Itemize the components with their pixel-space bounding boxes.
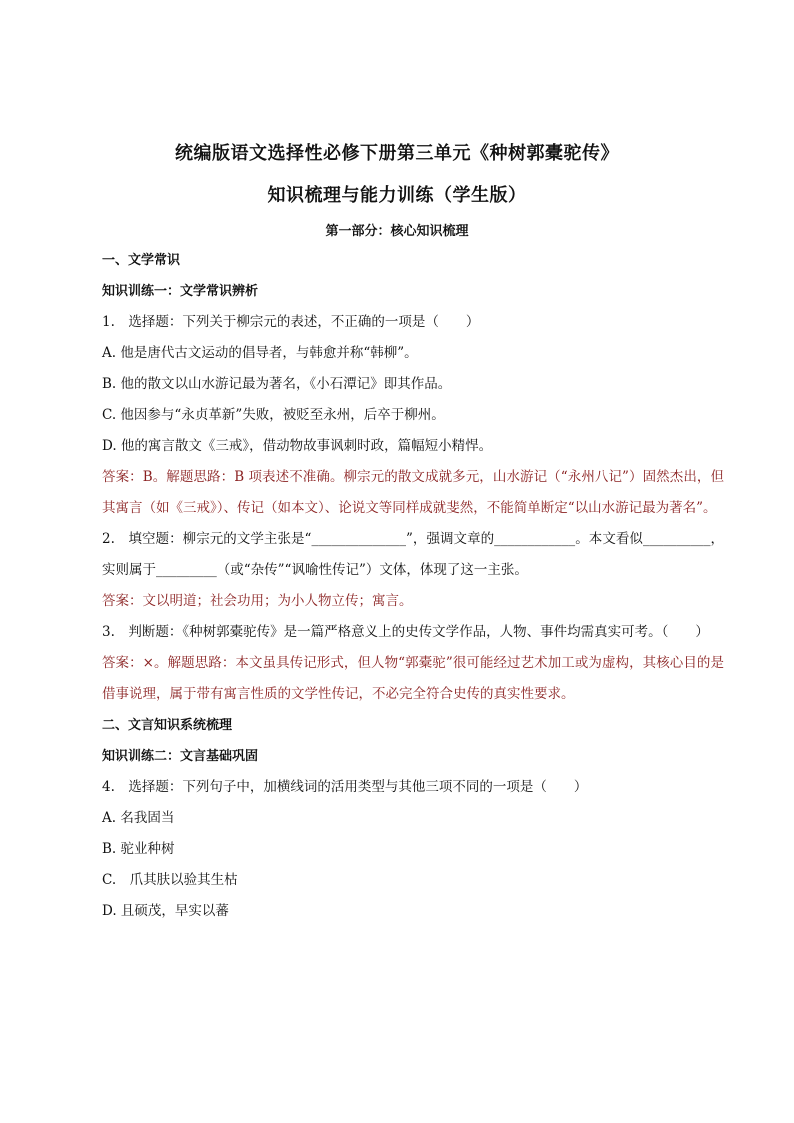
document-body xyxy=(102,245,724,927)
document-title: 统编版语文选择性必修下册第三单元《种树郭橐驼传》 xyxy=(175,143,619,164)
document-subtitle: 知识梳理与能力训练（学生版） xyxy=(267,185,527,206)
question-3-stem: 3. 判断题：《种树郭橐驼传》是一篇严格意义上的史传文学作品，人物、事件均需真实可考。（ ） xyxy=(102,624,709,640)
section-heading: 二、文言知识系统梳理 xyxy=(102,718,233,733)
training-heading: 知识训练二：文言基础巩固 xyxy=(102,749,259,764)
question-1-option-d: D. 他的寓言散文《三戒》，借动物故事讽刺时政，篇幅短小精悍。 xyxy=(102,438,493,454)
section-heading: 一、文学常识 xyxy=(102,253,181,268)
question-1-option-a: A. 他是唐代古文运动的倡导者，与韩愈并称“韩柳”。 xyxy=(102,345,418,361)
training-heading: 知识训练一：文学常识辨析 xyxy=(102,284,259,299)
question-2-answer: 答案：文以明道；社会功用；为小人物立传；寓言。 xyxy=(102,593,413,609)
question-4-option-b: B. 驼业种树 xyxy=(102,841,175,857)
question-1-stem: 1. 选择题：下列关于柳宗元的表述，不正确的一项是（ ） xyxy=(102,314,480,330)
question-2-stem: 2. 填空题：柳宗元的文学主张是“______________”，强调文章的____________。本文看似__________，实则属于_________（或“杂传”“讽喻性传记”）文体，体现了这一主张。 xyxy=(102,531,724,578)
question-1-option-b: B. 他的散文以山水游记最为著名，《小石潭记》即其作品。 xyxy=(102,376,452,392)
question-4-option-d: D. 且硕茂，早实以蕃 xyxy=(102,903,229,919)
question-1-answer: 答案：B。解题思路：B 项表述不准确。柳宗元的散文成就多元，山水游记（“永州八记”）固然杰出，但其寓言（如《三戒》）、传记（如本文）、论说文等同样成就斐然，不能简单断定“以山水游记最为著名”。 xyxy=(102,469,724,516)
part-heading: 第一部分：核心知识梳理 xyxy=(325,224,469,239)
question-1-option-c: C. 他因参与“永贞革新”失败，被贬至永州，后卒于柳州。 xyxy=(102,407,445,423)
question-4-stem: 4. 选择题：下列句子中，加横线词的活用类型与其他三项不同的一项是（ ） xyxy=(102,779,588,795)
question-4-option-a: A. 名我固当 xyxy=(102,810,175,826)
question-3-answer: 答案：×。解题思路：本文虽具传记形式，但人物“郭橐驼”很可能经过艺术加工或为虚构，其核心目的是借事说理，属于带有寓言性质的文学性传记，不必完全符合史传的真实性要求。 xyxy=(102,655,724,702)
question-4-option-c: C. 爪其肤以验其生枯 xyxy=(102,872,238,888)
